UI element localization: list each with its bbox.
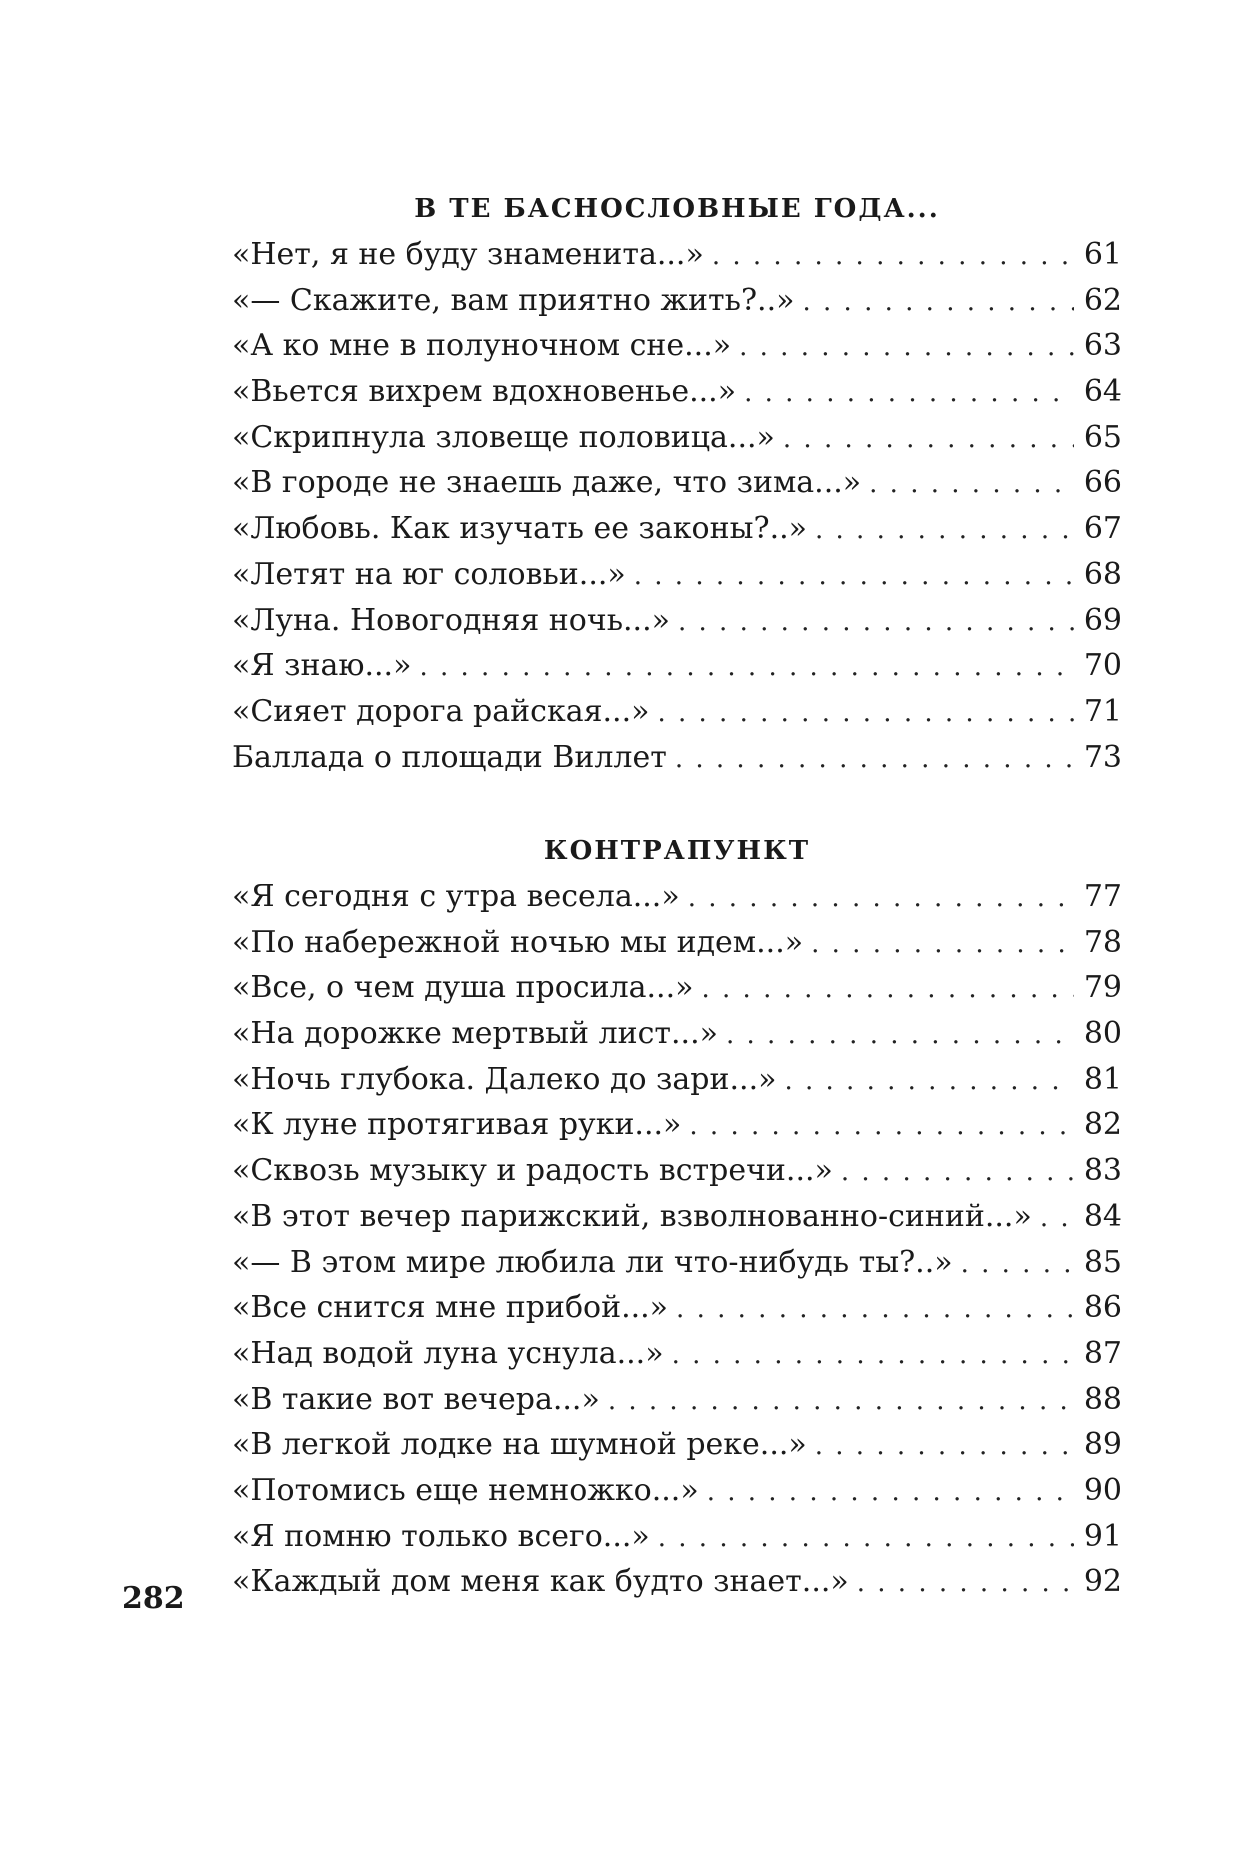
entry-page-number: 65 (1083, 419, 1122, 455)
toc-entry[interactable] (232, 1057, 1122, 1103)
entry-title: «Каждый дом меня как будто знает...» (232, 1564, 849, 1600)
entry-title: «Потомись еще немножко...» (232, 1472, 699, 1508)
entry-title: «Сквозь музыку и радость встречи...» (232, 1153, 833, 1189)
entry-page-number: 90 (1083, 1472, 1122, 1508)
dot-leader (739, 325, 1074, 369)
dot-leader (707, 1470, 1074, 1514)
dot-leader (658, 1516, 1074, 1560)
entry-page-number: 88 (1083, 1381, 1122, 1417)
entry-title: «Сияет дорога райская...» (232, 693, 650, 729)
toc-entry[interactable] (232, 232, 1122, 278)
entry-title: «— Скажите, вам приятно жить?..» (232, 282, 795, 318)
toc-entry[interactable] (232, 460, 1122, 506)
dot-leader (689, 1104, 1073, 1148)
entry-page-number: 71 (1083, 693, 1122, 729)
page-number: 282 (122, 1581, 185, 1616)
entry-page-number: 87 (1083, 1335, 1122, 1371)
toc-entry[interactable] (232, 415, 1122, 461)
toc-entry-list (232, 874, 1122, 1605)
entry-page-number: 69 (1083, 602, 1122, 638)
dot-leader (815, 1424, 1074, 1468)
entry-title: «В такие вот вечера...» (232, 1381, 600, 1417)
toc-entry[interactable] (232, 1559, 1122, 1605)
entry-title: «Летят на юг соловьи...» (232, 556, 626, 592)
entry-page-number: 89 (1083, 1427, 1122, 1463)
toc-entry[interactable] (232, 1468, 1122, 1514)
entry-page-number: 83 (1083, 1153, 1122, 1189)
entry-page-number: 86 (1083, 1290, 1122, 1326)
entry-page-number: 92 (1083, 1564, 1122, 1600)
toc-entry[interactable] (232, 1102, 1122, 1148)
toc-entry[interactable] (232, 735, 1122, 781)
toc-entry[interactable] (232, 1422, 1122, 1468)
toc-entry[interactable] (232, 598, 1122, 644)
dot-leader (678, 600, 1074, 644)
dot-leader (784, 1059, 1073, 1103)
entry-title: «— В этом мире любила ли что-нибудь ты?..» (232, 1244, 953, 1280)
entry-page-number: 61 (1083, 237, 1122, 272)
entry-title: «Над водой луна уснула...» (232, 1335, 664, 1371)
toc-entry[interactable] (232, 1240, 1122, 1286)
entry-title: «А ко мне в полуночном сне...» (232, 328, 732, 364)
toc-entry[interactable] (232, 506, 1122, 552)
dot-leader (744, 371, 1074, 415)
entry-page-number: 85 (1083, 1244, 1122, 1280)
entry-title: «Луна. Новогодняя ночь...» (232, 602, 670, 638)
dot-leader (675, 737, 1074, 781)
entry-page-number: 77 (1083, 879, 1122, 914)
dot-leader (634, 554, 1074, 598)
entry-title: «В городе не знаешь даже, что зима...» (232, 465, 862, 501)
dot-leader (608, 1379, 1074, 1423)
toc-entry[interactable] (232, 689, 1122, 735)
entry-page-number: 79 (1083, 970, 1122, 1006)
toc-entry[interactable] (232, 643, 1122, 689)
toc-entry[interactable] (232, 552, 1122, 598)
entry-title: «Я знаю...» (232, 648, 412, 684)
toc-entry[interactable] (232, 1331, 1122, 1377)
toc-entry[interactable] (232, 369, 1122, 415)
toc-section-2 (232, 828, 1122, 1605)
toc-entry-list (232, 232, 1122, 780)
entry-title: «Вьется вихрем вдохновенье...» (232, 374, 737, 410)
entry-page-number: 63 (1083, 328, 1122, 364)
dot-leader (672, 1333, 1074, 1377)
entry-page-number: 66 (1083, 465, 1122, 501)
dot-leader (815, 508, 1074, 552)
entry-page-number: 68 (1083, 556, 1122, 592)
toc-entry[interactable] (232, 965, 1122, 1011)
dot-leader (869, 462, 1074, 506)
toc-entry[interactable] (232, 1514, 1122, 1560)
dot-leader (803, 280, 1074, 324)
entry-title: «Я помню только всего...» (232, 1518, 650, 1554)
entry-title: «Все снится мне прибой...» (232, 1290, 669, 1326)
dot-leader (676, 1287, 1074, 1331)
entry-page-number: 80 (1083, 1016, 1122, 1052)
entry-page-number: 78 (1083, 924, 1122, 960)
toc-entry[interactable] (232, 1285, 1122, 1331)
toc-entry[interactable] (232, 874, 1122, 920)
dot-leader (1040, 1196, 1074, 1240)
entry-title: Баллада о площади Виллет (232, 739, 667, 775)
toc-entry[interactable] (232, 1011, 1122, 1057)
dot-leader (701, 967, 1073, 1011)
toc-entry[interactable] (232, 323, 1122, 369)
entry-title: «На дорожке мертвый лист...» (232, 1016, 718, 1052)
toc-entry[interactable] (232, 278, 1122, 324)
toc-entry[interactable] (232, 1377, 1122, 1423)
entry-page-number: 73 (1083, 739, 1122, 775)
section-title: В ТЕ БАСНОСЛОВНЫЕ ГОДА... (414, 194, 940, 224)
dot-leader (841, 1150, 1074, 1194)
entry-title: «По набережной ночью мы идем...» (232, 924, 804, 960)
entry-page-number: 70 (1083, 648, 1122, 684)
entry-title: «Нет, я не буду знаменита...» (232, 237, 704, 272)
entry-page-number: 81 (1083, 1061, 1122, 1097)
toc-entry[interactable] (232, 920, 1122, 966)
toc-section-1 (232, 186, 1122, 780)
section-title: КОНТРАПУНКТ (543, 836, 811, 866)
entry-page-number: 82 (1083, 1107, 1122, 1143)
entry-title: «Я сегодня с утра весела...» (232, 879, 680, 914)
entry-title: «К луне протягивая руки...» (232, 1107, 682, 1143)
dot-leader (712, 234, 1074, 278)
entry-title: «Любовь. Как изучать ее законы?..» (232, 511, 807, 547)
entry-title: «Ночь глубока. Далеко до зари...» (232, 1061, 777, 1097)
dot-leader (688, 876, 1074, 920)
toc-entry[interactable] (232, 1194, 1122, 1240)
entry-page-number: 62 (1083, 282, 1122, 318)
dot-leader (419, 645, 1073, 689)
dot-leader (783, 417, 1074, 461)
entry-title: «Скрипнула зловеще половица...» (232, 419, 775, 455)
entry-page-number: 84 (1083, 1198, 1122, 1234)
entry-page-number: 91 (1083, 1518, 1122, 1554)
toc-entry[interactable] (232, 1148, 1122, 1194)
dot-leader (961, 1242, 1074, 1286)
entry-title: «Все, о чем душа просила...» (232, 970, 694, 1006)
dot-leader (857, 1561, 1074, 1605)
entry-title: «В легкой лодке на шумной реке...» (232, 1427, 807, 1463)
entry-page-number: 67 (1083, 511, 1122, 547)
entry-page-number: 64 (1083, 374, 1122, 410)
dot-leader (726, 1013, 1074, 1057)
entry-title: «В этот вечер парижский, взволнованно-синий...» (232, 1198, 1032, 1234)
dot-leader (811, 922, 1074, 966)
dot-leader (657, 691, 1073, 735)
